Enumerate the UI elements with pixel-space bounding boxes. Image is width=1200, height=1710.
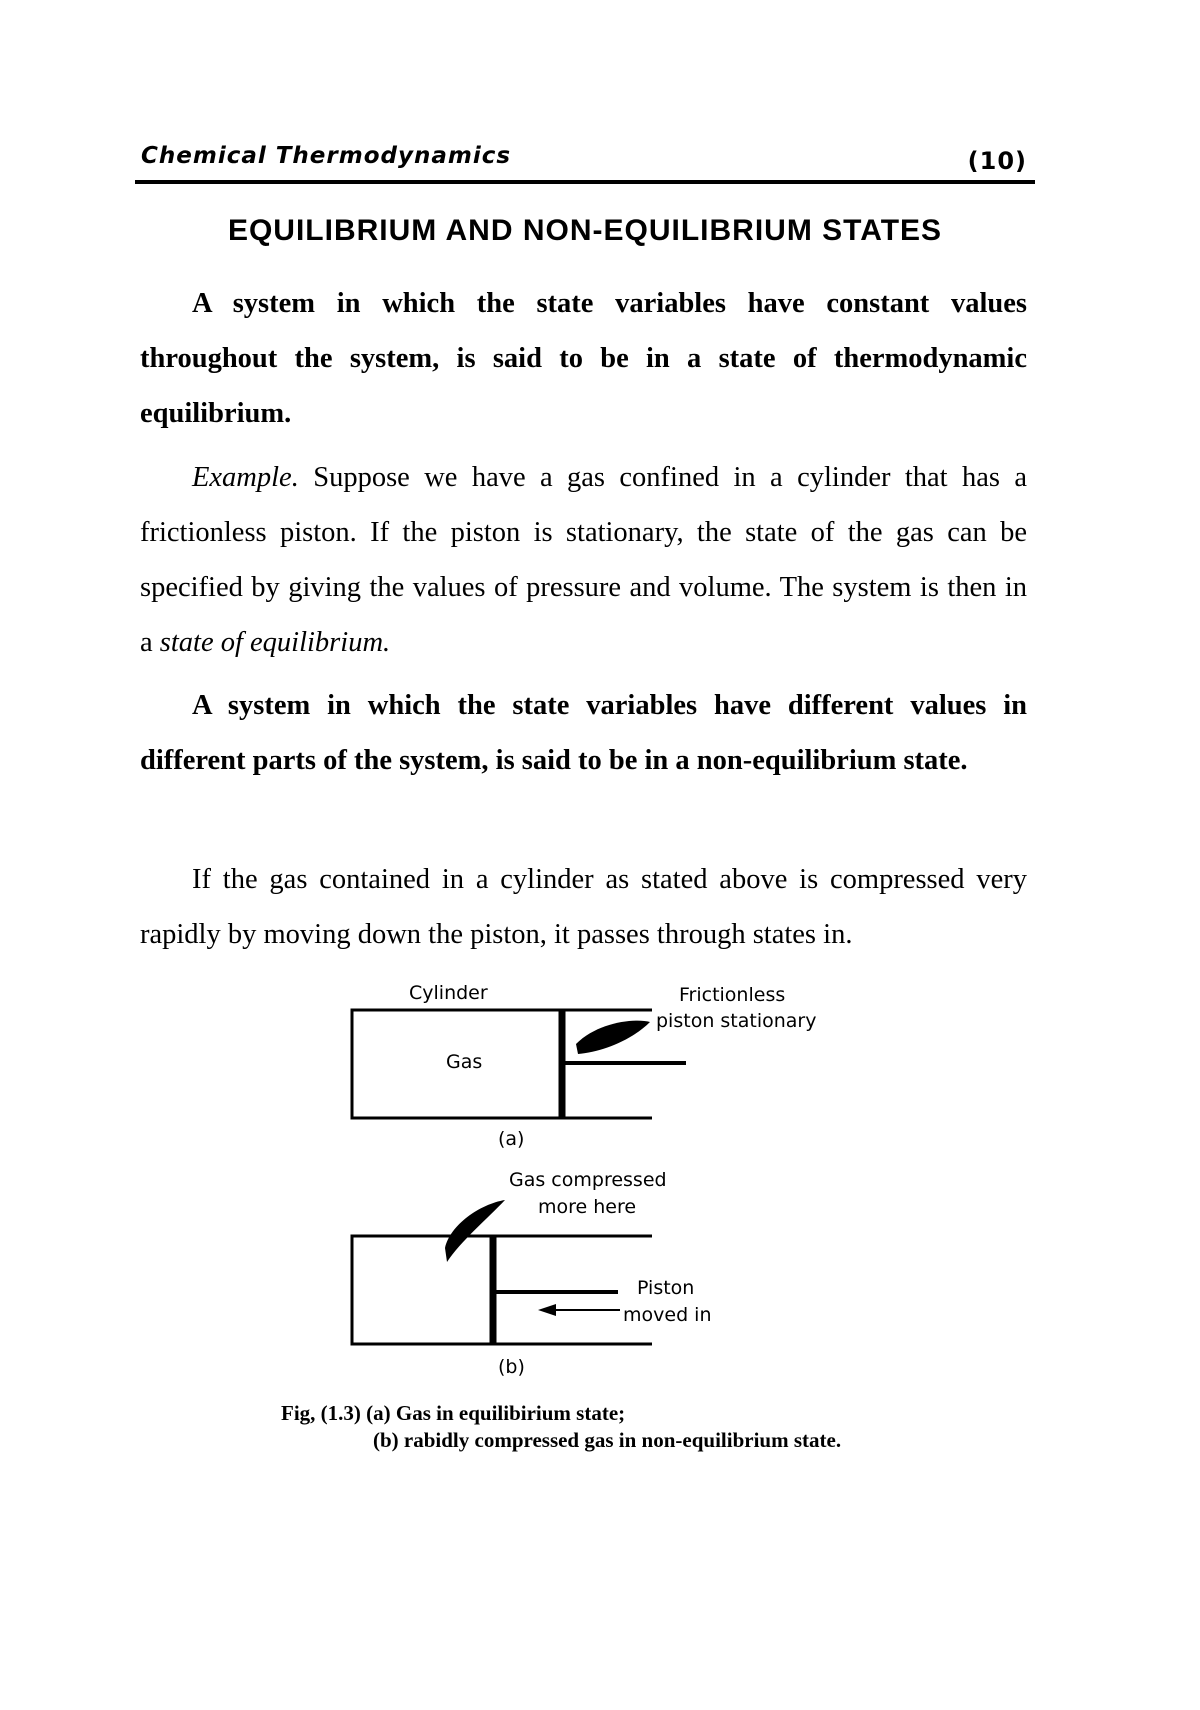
section-heading: EQUILIBRIUM AND NON-EQUILIBRIUM STATES	[227, 214, 943, 247]
page-number: (10)	[967, 147, 1027, 175]
label-gas: Gas	[446, 1051, 483, 1073]
example-label: Example.	[192, 462, 299, 493]
label-more-here: more here	[538, 1196, 637, 1218]
paragraph-compression: If the gas contained in a cylinder as stated above is compressed very rapidly by moving down the piston, it passes through states in.	[140, 864, 1027, 950]
label-piston: Piston	[637, 1277, 695, 1299]
label-moved-in: moved in	[623, 1304, 712, 1326]
pointer-arrow-a	[576, 1021, 650, 1054]
figure-a-drawing	[352, 1010, 686, 1118]
figure-b-drawing	[352, 1200, 652, 1344]
paragraph-equilibrium-definition: A system in which the state variables have constant values throughout the system, is said to be in a state of thermodynamic equilibrium.	[140, 288, 1027, 429]
figure-caption-line1: Fig, (1.3) (a) Gas in equilibirium state;	[281, 1401, 626, 1425]
paragraph-non-equilibrium-definition: A system in which the state variables have different values in different parts of the system, is said to be in a non-equilibrium state.	[140, 690, 1027, 776]
label-frictionless: Frictionless	[679, 984, 786, 1006]
label-gas-compressed: Gas compressed	[509, 1169, 667, 1191]
push-arrow-head	[538, 1304, 556, 1316]
label-cylinder: Cylinder	[409, 982, 488, 1004]
figure-caption-line2: (b) rabidly compressed gas in non-equilibrium state.	[373, 1428, 842, 1452]
label-piston-stationary: piston stationary	[656, 1010, 817, 1032]
label-sub-a: (a)	[498, 1128, 525, 1150]
running-title: Chemical Thermodynamics	[141, 143, 512, 169]
label-sub-b: (b)	[498, 1356, 525, 1378]
example-emphasis: state of equilibrium.	[159, 627, 391, 658]
example-text: Suppose we have a gas confined in a cylinder that has a frictionless piston. If the piston is stationary, the state of the gas can be specified by giving the values of pressure and volume. The system is then in a	[140, 462, 1027, 658]
